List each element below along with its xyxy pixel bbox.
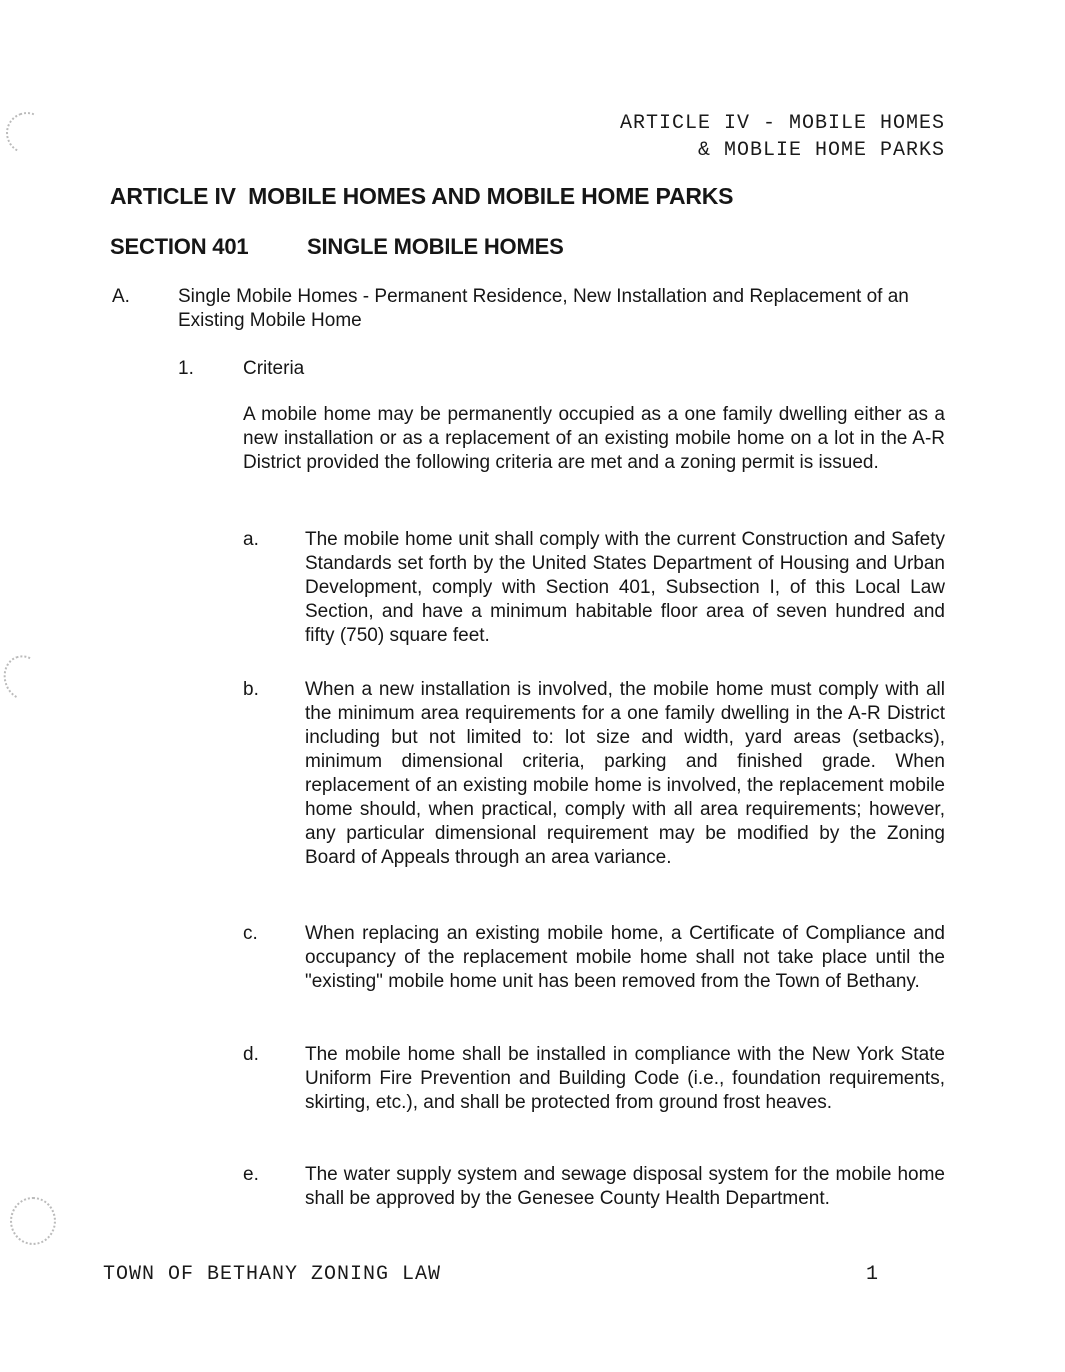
criteria-item-a-label: a. [243, 529, 259, 550]
page-number: 1 [865, 1263, 878, 1286]
clause-a-heading: Single Mobile Homes - Permanent Residence, New Installation and Replacement of an Existing Mobile Home [178, 286, 909, 331]
page-footer [103, 1263, 945, 1286]
criteria-item-c [243, 922, 945, 994]
criteria-item-d [243, 1043, 945, 1115]
header-article-line2: & MOBLIE HOME PARKS [697, 139, 945, 162]
criteria-item-c-label: c. [243, 923, 258, 944]
scan-artifact-middle-left [0, 650, 51, 707]
criteria-item-a-text: The mobile home unit shall comply with the current Construction and Safety Standards set forth by the United States Department of Housing and Urban Development, comply with Section 401, Subsection I, of this Local Law Section, and have a minimum habitable floor area of seven hundred and fifty (750) square feet. [305, 529, 945, 646]
section-number: SECTION 401 [110, 234, 249, 259]
sub-item-1-heading: Criteria [243, 358, 305, 379]
section-heading [110, 234, 564, 260]
criteria-item-d-text: The mobile home shall be installed in compliance with the New York State Uniform Fire Prevention and Building Code (i.e., foundation requirements, skirting, etc.), and shall be protected from ground frost heaves. [305, 1044, 945, 1113]
criteria-item-d-label: d. [243, 1044, 259, 1065]
criteria-item-e-label: e. [243, 1164, 259, 1185]
article-title: ARTICLE IV MOBILE HOMES AND MOBILE HOME PARKS [110, 183, 734, 209]
criteria-item-b-text: When a new installation is involved, the mobile home must comply with all the minimum area requirements for a one family dwelling in the A-R District including but not limited to: lot size and width, yard areas (setbacks), minimum dimensional criteria, parking and finished grade. When replacement of an existing mobile home is involved, the replacement mobile home should, when practical, comply with all area requirements; however, any particular dimensional requirement may be modified by the Zoning Board of Appeals through an area variance. [305, 679, 945, 868]
header-article-line1: ARTICLE IV - MOBILE HOMES [619, 112, 945, 135]
criteria-item-c-text: When replacing an existing mobile home, a Certificate of Compliance and occupancy of the replacement mobile home shall not take place until the "existing" mobile home unit has been removed from the Town of Bethany. [305, 923, 945, 992]
sub-item-1 [178, 357, 304, 381]
criteria-item-b-label: b. [243, 679, 259, 700]
scan-artifact-top-left [0, 106, 54, 160]
clause-a [112, 285, 945, 333]
criteria-item-a [243, 528, 945, 648]
criteria-item-e [243, 1163, 945, 1211]
page-header [620, 110, 945, 164]
criteria-item-e-text: The water supply system and sewage disposal system for the mobile home shall be approved by the Genesee County Health Department. [305, 1164, 945, 1209]
clause-a-label: A. [112, 286, 130, 307]
scan-artifact-bottom-left [10, 1197, 56, 1245]
footer-document-name: TOWN OF BETHANY ZONING LAW [103, 1263, 442, 1286]
section-title: SINGLE MOBILE HOMES [307, 234, 564, 259]
criteria-intro-paragraph: A mobile home may be permanently occupied as a one family dwelling either as a new installation or as a replacement of an existing mobile home on a lot in the A-R District provided the following criteria are met and a zoning permit is issued. [243, 404, 945, 473]
sub-item-1-label: 1. [178, 358, 194, 379]
criteria-item-b [243, 678, 945, 870]
